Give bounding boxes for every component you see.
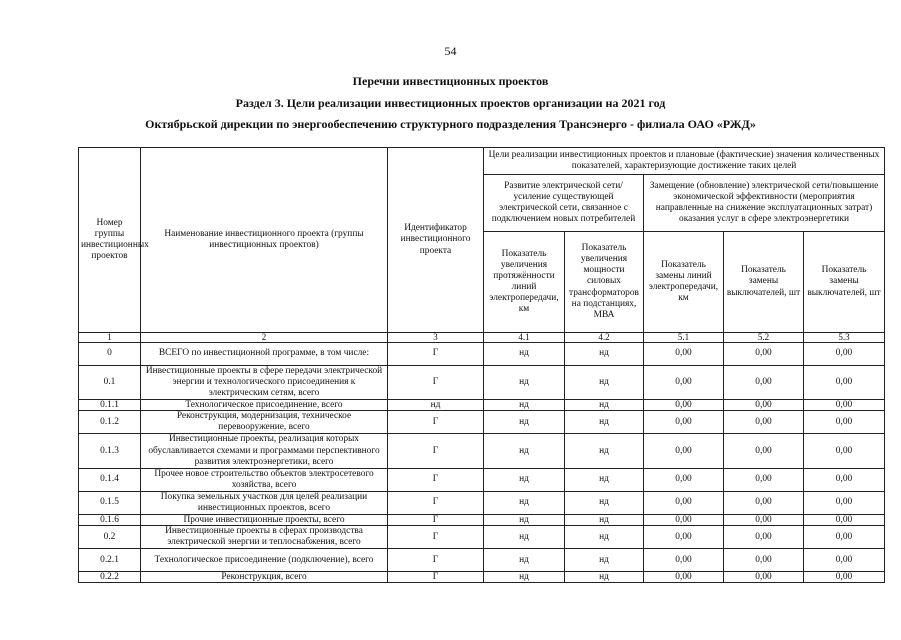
row-value-5-3: 0,00 [804, 526, 885, 549]
row-value-4-2: нд [565, 366, 644, 400]
row-value-5-1: 0,00 [644, 491, 724, 514]
row-value-4-2: нд [565, 411, 644, 434]
row-name: Инвестиционные проекты в сфере передачи электрической энергии и технологического присоединения к электрическим сетям, всего [141, 366, 388, 400]
row-name: Прочие инвестиционные проекты, всего [141, 515, 388, 526]
row-identifier: Г [388, 491, 484, 514]
row-value-5-3: 0,00 [804, 400, 885, 411]
row-value-4-2: нд [565, 468, 644, 491]
row-value-5-2: 0,00 [724, 400, 804, 411]
row-value-5-2: 0,00 [724, 515, 804, 526]
row-value-5-3: 0,00 [804, 515, 885, 526]
row-identifier: Г [388, 343, 484, 366]
header-identifier: Идентификатор инвестиционного проекта [388, 148, 484, 333]
column-number-row [79, 333, 885, 343]
row-value-4-2: нд [565, 434, 644, 468]
organization-title: Октябрьской дирекции по энергообеспечению структурного подразделения Трансэнерго - филиала ОАО «РЖД» [145, 117, 756, 131]
table-row [79, 411, 885, 434]
row-value-4-2: нд [565, 549, 644, 572]
row-value-5-3: 0,00 [804, 572, 885, 583]
row-value-5-1: 0,00 [644, 343, 724, 366]
table-row [79, 526, 885, 549]
column-number: 2 [141, 333, 388, 343]
column-number: 1 [79, 333, 141, 343]
column-number: 3 [388, 333, 484, 343]
row-value-4-1: нд [484, 366, 565, 400]
row-number: 0.1.5 [79, 491, 141, 514]
row-value-4-1: нд [484, 411, 565, 434]
header-group-replacement: Замещение (обновление) электрической сети/повышение экономической эффективности (мероприятия направленные на снижение эксплуатационных затрат) оказания услуг в сфере электроэнергетики [644, 175, 885, 232]
row-number: 0.2.1 [79, 549, 141, 572]
table-row [79, 572, 885, 583]
table-row [79, 434, 885, 468]
row-value-5-2: 0,00 [724, 366, 804, 400]
row-value-4-1: нд [484, 343, 565, 366]
row-value-5-2: 0,00 [724, 549, 804, 572]
column-number: 5.2 [724, 333, 804, 343]
row-value-4-1: нд [484, 400, 565, 411]
header-indicator-5-2: Показатель замены выключателей, шт [724, 232, 804, 333]
row-value-5-2: 0,00 [724, 572, 804, 583]
row-number: 0.2 [79, 526, 141, 549]
header-goals: Цели реализации инвестиционных проектов и плановые (фактические) значения количественных показателей, характеризующие достижение таких целей [484, 148, 885, 175]
column-number: 5.1 [644, 333, 724, 343]
row-value-5-2: 0,00 [724, 491, 804, 514]
row-value-5-2: 0,00 [724, 434, 804, 468]
row-name: Инвестиционные проекты в сферах производства электрической энергии и теплоснабжения, всего [141, 526, 388, 549]
column-number: 5.3 [804, 333, 885, 343]
header-indicator-5-3: Показатель замены выключателей, шт [804, 232, 885, 333]
row-name: Технологическое присоединение (подключение), всего [141, 549, 388, 572]
row-identifier: Г [388, 411, 484, 434]
row-value-4-2: нд [565, 526, 644, 549]
row-name: Технологическое присоединение, всего [141, 400, 388, 411]
row-value-4-2: нд [565, 515, 644, 526]
row-value-4-1: нд [484, 526, 565, 549]
row-value-5-1: 0,00 [644, 572, 724, 583]
row-identifier: Г [388, 434, 484, 468]
row-value-5-1: 0,00 [644, 434, 724, 468]
row-value-5-3: 0,00 [804, 343, 885, 366]
row-value-5-3: 0,00 [804, 468, 885, 491]
row-number: 0.1.3 [79, 434, 141, 468]
row-value-4-1: нд [484, 515, 565, 526]
row-identifier: Г [388, 366, 484, 400]
row-identifier: Г [388, 549, 484, 572]
row-name: Инвестиционные проекты, реализация которых обуславливается схемами и программами перспективного развития электроэнергетики, всего [141, 434, 388, 468]
row-value-4-2: нд [565, 400, 644, 411]
table-row [79, 366, 885, 400]
row-value-4-1: нд [484, 434, 565, 468]
row-value-4-2: нд [565, 491, 644, 514]
row-value-4-2: нд [565, 572, 644, 583]
row-name: Прочее новое строительство объектов электросетевого хозяйства, всего [141, 468, 388, 491]
row-number: 0.1.1 [79, 400, 141, 411]
row-value-5-1: 0,00 [644, 549, 724, 572]
header-group-development: Развитие электрической сети/усиление существующей электрической сети, связанное с подключением новых потребителей [484, 175, 644, 232]
row-value-5-1: 0,00 [644, 468, 724, 491]
row-number: 0.1.4 [79, 468, 141, 491]
row-name: ВСЕГО по инвестиционной программе, в том числе: [141, 343, 388, 366]
table-row [79, 400, 885, 411]
header-project-name: Наименование инвестиционного проекта (группы инвестиционных проектов) [141, 148, 388, 333]
header-indicator-4-2: Показатель увеличения мощности силовых трансформаторов на подстанциях, МВА [565, 232, 644, 333]
row-number: 0 [79, 343, 141, 366]
row-identifier: Г [388, 468, 484, 491]
row-identifier: Г [388, 572, 484, 583]
row-identifier: Г [388, 515, 484, 526]
row-value-5-2: 0,00 [724, 411, 804, 434]
row-value-5-3: 0,00 [804, 411, 885, 434]
row-identifier: нд [388, 400, 484, 411]
row-value-5-3: 0,00 [804, 549, 885, 572]
table-row [79, 549, 885, 572]
row-identifier: Г [388, 526, 484, 549]
row-value-4-1: нд [484, 572, 565, 583]
row-name: Покупка земельных участков для целей реализации инвестиционных проектов, всего [141, 491, 388, 514]
row-number: 0.1.6 [79, 515, 141, 526]
row-value-5-1: 0,00 [644, 400, 724, 411]
row-value-5-3: 0,00 [804, 491, 885, 514]
row-value-4-1: нд [484, 549, 565, 572]
row-value-4-1: нд [484, 468, 565, 491]
page-number: 54 [444, 44, 457, 58]
header-group-number: Номер группы инвестиционных проектов [79, 148, 141, 333]
header-indicator-4-1: Показатель увеличения протяжённости линий электропередачи, км [484, 232, 565, 333]
table-row [79, 343, 885, 366]
row-value-5-2: 0,00 [724, 468, 804, 491]
row-value-5-1: 0,00 [644, 526, 724, 549]
row-value-5-2: 0,00 [724, 526, 804, 549]
row-value-4-2: нд [565, 343, 644, 366]
row-value-5-1: 0,00 [644, 411, 724, 434]
row-value-4-1: нд [484, 491, 565, 514]
table-row [79, 515, 885, 526]
section-title: Раздел 3. Цели реализации инвестиционных проектов организации на 2021 год [235, 96, 666, 110]
row-value-5-3: 0,00 [804, 366, 885, 400]
row-name: Реконструкция, всего [141, 572, 388, 583]
document-title: Перечни инвестиционных проектов [352, 74, 549, 88]
row-value-5-2: 0,00 [724, 343, 804, 366]
investment-goals-table [78, 147, 885, 583]
row-value-5-1: 0,00 [644, 515, 724, 526]
column-number: 4.1 [484, 333, 565, 343]
row-value-5-1: 0,00 [644, 366, 724, 400]
table-row [79, 491, 885, 514]
row-name: Реконструкция, модернизация, техническое перевооружение, всего [141, 411, 388, 434]
row-number: 0.2.2 [79, 572, 141, 583]
header-indicator-5-1: Показатель замены линий электропередачи, км [644, 232, 724, 333]
table-row [79, 468, 885, 491]
column-number: 4.2 [565, 333, 644, 343]
row-value-5-3: 0,00 [804, 434, 885, 468]
row-number: 0.1.2 [79, 411, 141, 434]
row-number: 0.1 [79, 366, 141, 400]
